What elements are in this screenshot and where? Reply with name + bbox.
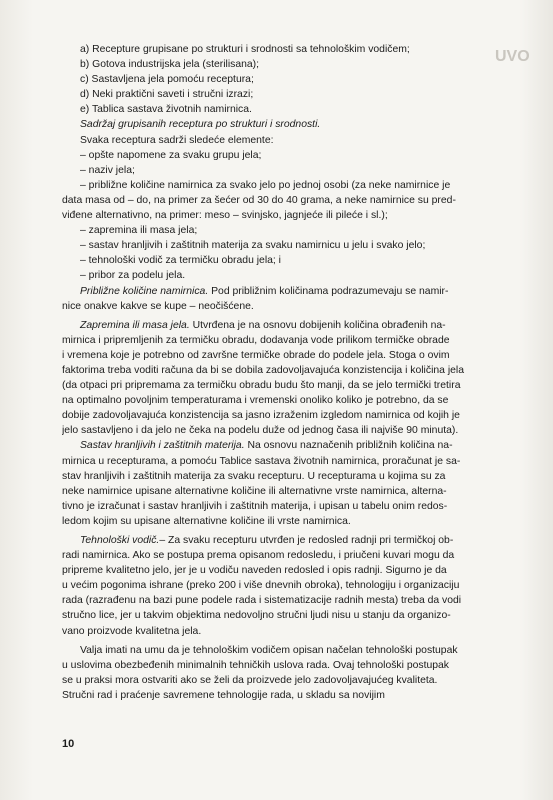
paragraph-line: u većim pogonima ishrane (preko 200 i više dnevnih obroka), tehnologiju i organizaciju [62, 580, 460, 592]
paragraph-line: (da otpaci pri pripremama za termičku obradu budu što manji, da se jelo termički tretira [62, 380, 461, 392]
paragraph-heading: Sastav hranljivih i zaštitnih materija. [80, 440, 245, 452]
element-item: data masa od – do, na primer za šećer od 30 do 40 grama, a neke namirnice su pred- [62, 194, 456, 206]
list-item: b) Gotova industrijska jela (sterilisana); [80, 59, 260, 71]
paragraph-line: pripreme kvalitetno jelo, jer je u vodiču naveden redosled i opis radnji. Sigurno je da [62, 565, 447, 577]
element-item: – približne količine namirnica za svako jelo po jednoj osobi (za neke namirnice je [80, 179, 451, 191]
paragraph-line: Stručni rad i praćenje savremene tehnologije rada, u skladu sa novijim [62, 689, 385, 701]
paragraph-heading: Približne količine namirnica. [80, 285, 209, 297]
paragraph-line: stav hranljivih i zaštitnih materija za svaku recepturu. U recepturama u kojima su za [62, 470, 446, 482]
list-item: a) Recepture grupisane po strukturi i srodnosti sa tehnološkim vodičem; [80, 44, 410, 55]
paragraph-line: vano proizvode kvalitetna jela. [62, 625, 202, 637]
list-item: e) Tablica sastava životnih namirnica. [80, 104, 252, 116]
element-item: – tehnološki vodič za termičku obradu jela; i [80, 255, 281, 267]
paragraph-line: Sastav hranljivih i zaštitnih materija. Na osnovu naznačenih približnih količina na- [80, 440, 453, 452]
element-item: – pribor za podelu jela. [80, 270, 186, 282]
paragraph-line: jelo sastavljeno i da jelo ne čeka na podelu duže od jednog časa ili najviše 90 minuta). [62, 425, 459, 437]
paragraph-line: dobije zadovoljavajuća konzistencija sa jasno izraženim izgledom namirnica od kojih je [62, 410, 460, 422]
paragraph-line: neke namirnice upisane alternativne količine ili alternativne vrste namirnica, alterna- [62, 485, 447, 497]
paragraph-line: tivno je izračunat i sastav hranljivih i zaštitnih materija, i upisan u tabelu onim redos- [62, 500, 448, 512]
element-item: – zapremina ili masa jela; [80, 225, 198, 237]
paragraph-line: Zapremina ili masa jela. Utvrđena je na osnovu dobijenih količina obrađenih na- [80, 319, 446, 331]
list-item: c) Sastavljena jela pomoću receptura; [80, 74, 254, 86]
paragraph-line: na optimalno povoljnim temperaturama i vremenski onoliko koliko je potrebno, da se [62, 395, 449, 407]
paragraph-line: Tehnološki vodič.– Za svaku recepturu utvrđen je redosled radnji pri termičkoj ob- [80, 535, 454, 546]
page-number: 10 [62, 738, 75, 750]
paragraph-line: rada (razrađenu na bazi pune podele rada i sistematizacije radnih mesta) treba da vodi [62, 595, 462, 607]
section-heading: Sadržaj grupisanih receptura po strukturi i srodnosti. [80, 119, 321, 131]
section-lead: Svaka receptura sadrži sledeće elemente: [80, 134, 274, 146]
paragraph-heading: Zapremina ili masa jela. [80, 319, 190, 331]
element-item: viđene alternativno, na primer: meso – svinjsko, jagnjeće ili pileće i sl.); [62, 210, 388, 222]
paragraph-line: mirnica i pripremljenih za termičku obradu, dodavanja vode prilikom termičke obrade [62, 334, 450, 346]
paragraph-line: i vremena koje je potrebno od završne termičke obrade do podele jela. Stoga o ovim [62, 349, 450, 361]
element-item: – sastav hranljivih i zaštitnih materija za svaku namirnicu u jelu i svako jelo; [80, 240, 426, 252]
element-item: – opšte napomene za svaku grupu jela; [80, 149, 262, 161]
paragraph-line: se u praksi mora ostvariti ako se želi da proizvede jelo zadovoljavajućeg kvaliteta. [62, 674, 438, 686]
paragraph-line: nice onakve kakve se kupe – neočišćene. [62, 300, 254, 312]
page-body [62, 42, 522, 703]
element-item: – naziv jela; [80, 164, 135, 176]
list-item: d) Neki praktični saveti i stručni izrazi; [80, 89, 254, 101]
paragraph-line: ledom kojim su upisane alternativne količine ili vrste namirnica. [62, 515, 351, 527]
paragraph-line: faktorima treba voditi računa da bi se dobila zadovoljavajuća konzistencija i količina jela [62, 364, 464, 376]
paragraph-line: stručno lice, jer u takvim objektima nedovoljno stručni ljudi nisu u stanju da organizo- [62, 610, 451, 622]
paragraph-heading: Tehnološki vodič. [80, 535, 160, 546]
paragraph-line: radi namirnica. Ako se postupa prema opisanom redosledu, i priučeni kuvari mogu da [62, 550, 455, 562]
paragraph-line: Približne količine namirnica. Pod približnim količinama podrazumevaju se namir- [80, 285, 449, 297]
bleed-through-text: UVO [495, 48, 530, 65]
paragraph-line: Valja imati na umu da je tehnološkim vodičem opisan načelan tehnološki postupak [80, 644, 458, 656]
paragraph-line: u uslovima obezbeđenih minimalnih tehničkih uslova rada. Ovaj tehnološki postupak [62, 659, 449, 671]
paragraph-line: mirnica u recepturama, a pomoću Tablice sastava životnih namirnica, proračunat je sa- [62, 455, 461, 467]
